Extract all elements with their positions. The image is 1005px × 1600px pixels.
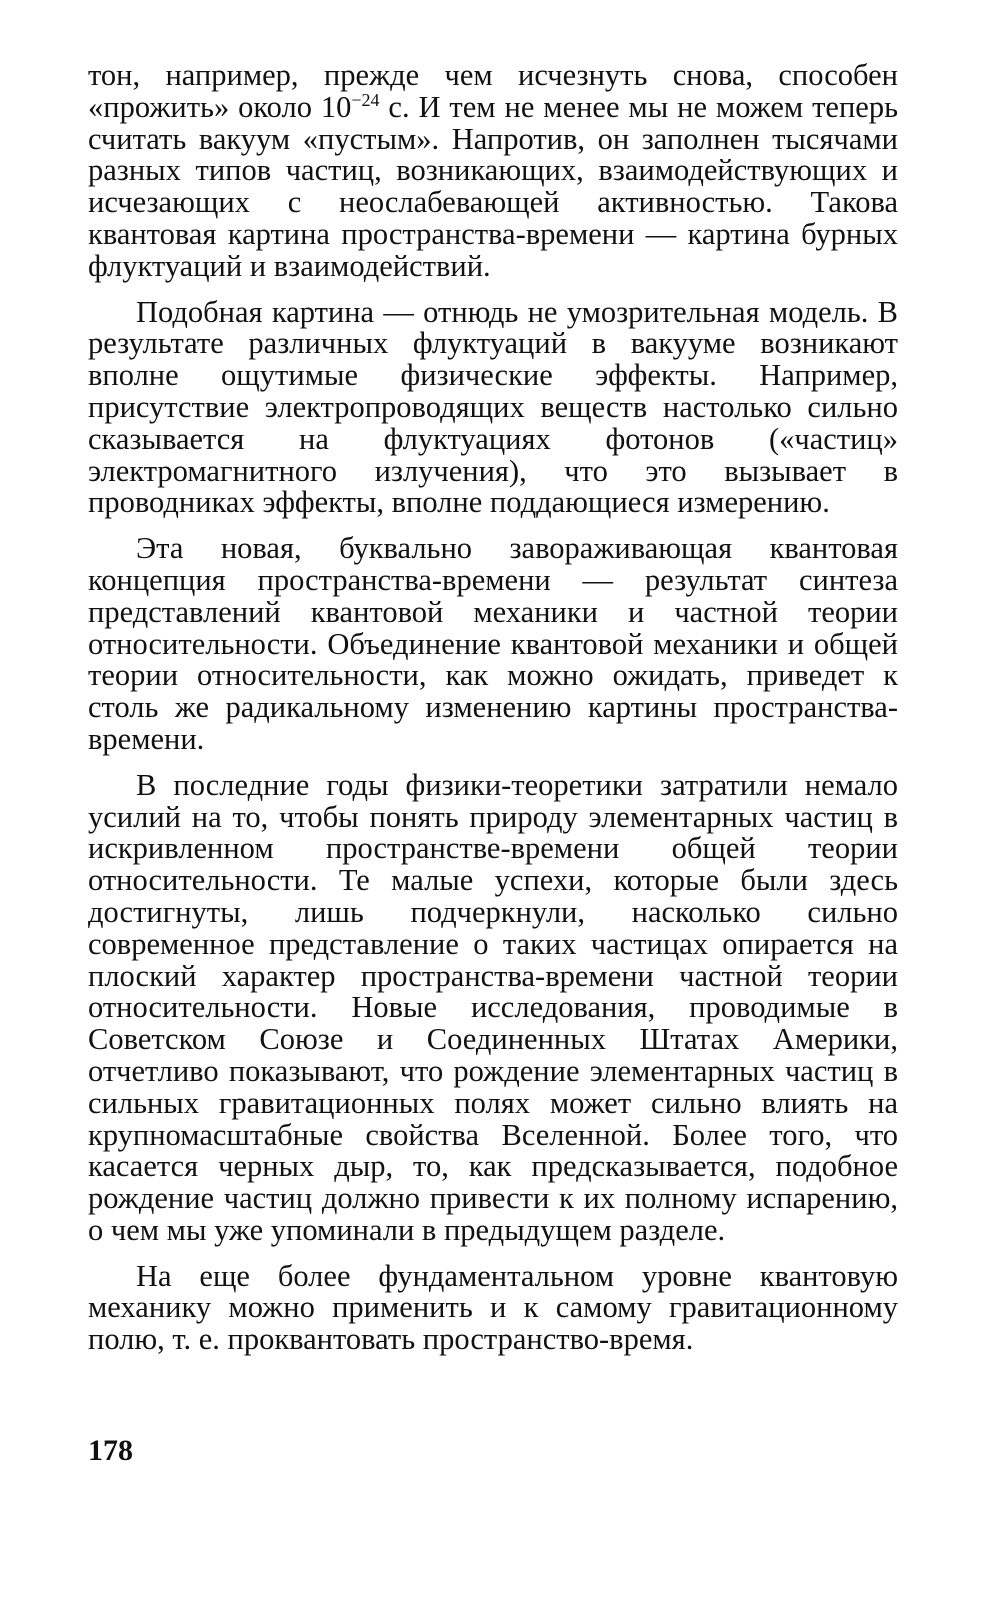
paragraph-1 [88,60,898,283]
paragraph-2: Подобная картина — отнюдь не умозрительная модель. В результате различных флуктуаций в вакууме возникают вполне ощутимые физические эффекты. Например, присутствие электропроводящих веществ настолько сильно сказывается на флуктуациях фотонов («частиц» электромагнитного излучения), что это вызывает в проводниках эффекты, вполне поддающиеся измерению. [88,294,898,520]
paragraph-4: В последние годы физики-теоретики затратили немало усилий на то, чтобы понять природу элементарных частиц в искривленном пространстве-времени общей теории относительности. Те малые успехи, которые были здесь достигнуты, лишь подчеркнули, насколько сильно современное представление о таких частицах опирается на плоский характер пространства-времени частной теории относительности. Новые исследования, проводимые в Советском Союзе и Соединенных Штатах Америки, отчетливо показывают, что рождение элементарных частиц в сильных гравитационных полях может сильно влиять на крупномасштабные свойства Вселенной. Более того, что касается черных дыр, то, как предсказывается, подобное рождение частиц должно привести к их полному испарению, о чем мы уже упоминали в предыдущем разделе. [88,767,898,1247]
paragraph-1-text-end: с. И тем не менее мы не можем теперь считать вакуум «пустым». Напротив, он заполнен тысячами разных типов частиц, возникающих, взаимодействующих и исчезающих с неослабевающей активностью. Такова квантовая картина пространства-времени — картина бурных флуктуаций и взаимодействий. [88,89,898,283]
paragraph-3: Эта новая, буквально завораживающая квантовая концепция пространства-времени — результат синтеза представлений квантовой механики и частной теории относительности. Объединение квантовой механики и общей теории относительности, как можно ожидать, приведет к столь же радикальному изменению картины пространства-времени. [88,531,898,756]
paragraph-5: На еще более фундаментальном уровне квантовую механику можно применить и к самому гравитационному полю, т. е. проквантовать пространство-время. [88,1258,898,1357]
page-body [88,60,898,1370]
exponent: −24 [351,89,380,110]
page-number: 178 [88,1434,133,1467]
paragraph-1-text-start: тон, например, прежде чем исчезнуть снова, способен «прожить» около 10 [88,58,898,124]
